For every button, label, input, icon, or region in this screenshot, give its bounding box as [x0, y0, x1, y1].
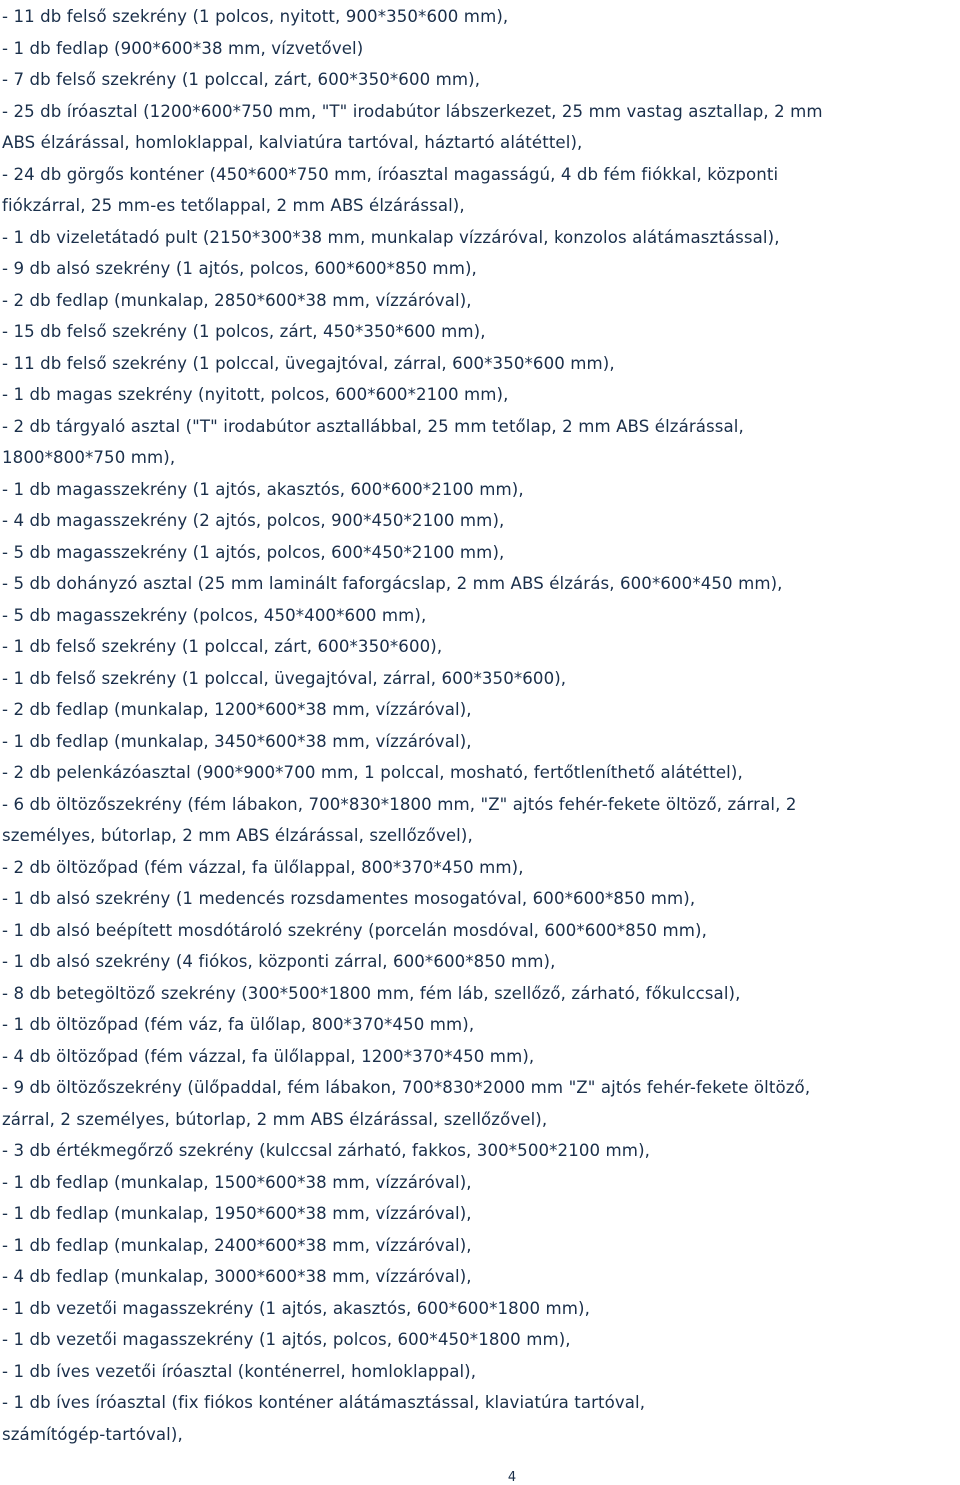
list-line: - 3 db értékmegőrző szekrény (kulccsal zárható, fakkos, 300*500*2100 mm),	[2, 1141, 651, 1160]
list-line: 1800*800*750 mm),	[2, 448, 176, 467]
list-line: - 11 db felső szekrény (1 polcos, nyitott, 900*350*600 mm),	[2, 7, 509, 26]
list-line: - 8 db betegöltöző szekrény (300*500*1800 mm, fém láb, szellőző, zárható, főkulccsal),	[2, 983, 741, 1003]
list-line: - 1 db íves vezetői íróasztal (konténerrel, homloklappal),	[2, 1361, 477, 1381]
list-line: - 2 db pelenkázóasztal (900*900*700 mm, 1 polccal, mosható, fertőtleníthető alátéttel),	[2, 763, 743, 782]
list-line: - 1 db alsó beépített mosdótároló szekrény (porcelán mosdóval, 600*600*850 mm),	[2, 920, 707, 940]
list-line: - 9 db alsó szekrény (1 ajtós, polcos, 600*600*850 mm),	[2, 259, 477, 278]
page-number: 4	[507, 1470, 517, 1485]
list-line: - 24 db görgős konténer (450*600*750 mm, íróasztal magasságú, 4 db fém fiókkal, központi	[2, 164, 779, 184]
list-line: - 5 db magasszekrény (1 ajtós, polcos, 600*450*2100 mm),	[2, 542, 505, 562]
list-line: - 1 db vizeletátadó pult (2150*300*38 mm, munkalap vízzáróval, konzolos alátámasztással),	[2, 227, 780, 247]
list-line: - 1 db öltözőpad (fém váz, fa ülőlap, 800*370*450 mm),	[2, 1015, 475, 1034]
list-line: - 1 db fedlap (munkalap, 3450*600*38 mm, vízzáróval),	[2, 731, 472, 751]
list-line: számítógép-tartóval),	[2, 1424, 183, 1444]
list-line: személyes, bútorlap, 2 mm ABS élzárással, szellőzővel),	[2, 826, 473, 845]
list-line: - 15 db felső szekrény (1 polcos, zárt, 450*350*600 mm),	[2, 322, 486, 341]
list-line: zárral, 2 személyes, bútorlap, 2 mm ABS élzárással, szellőzővel),	[2, 1109, 548, 1129]
list-line: - 4 db fedlap (munkalap, 3000*600*38 mm, vízzáróval),	[2, 1267, 472, 1286]
list-line: fiókzárral, 25 mm-es tetőlappal, 2 mm ABS élzárással),	[2, 196, 465, 215]
list-line: - 4 db magasszekrény (2 ajtós, polcos, 900*450*2100 mm),	[2, 511, 505, 530]
list-line: - 1 db fedlap (900*600*38 mm, vízvetővel)	[2, 38, 364, 58]
list-line: - 4 db öltözőpad (fém vázzal, fa ülőlappal, 1200*370*450 mm),	[2, 1046, 535, 1066]
list-line: - 2 db tárgyaló asztal ("T" irodabútor asztallábbal, 25 mm tetőlap, 2 mm ABS élzárással,	[2, 416, 744, 436]
list-line: - 1 db vezetői magasszekrény (1 ajtós, akasztós, 600*600*1800 mm),	[2, 1298, 590, 1318]
list-line: - 9 db öltözőszekrény (ülőpaddal, fém lábakon, 700*830*2000 mm "Z" ajtós fehér-fekete öltöző,	[2, 1078, 811, 1097]
list-line: - 1 db vezetői magasszekrény (1 ajtós, polcos, 600*450*1800 mm),	[2, 1330, 571, 1349]
list-line: - 6 db öltözőszekrény (fém lábakon, 700*830*1800 mm, "Z" ajtós fehér-fekete öltöző, zárral, 2	[2, 794, 797, 814]
list-line: - 1 db fedlap (munkalap, 1500*600*38 mm, vízzáróval),	[2, 1172, 472, 1192]
list-line: - 2 db öltözőpad (fém vázzal, fa ülőlappal, 800*370*450 mm),	[2, 857, 524, 877]
list-line: - 5 db magasszekrény (polcos, 450*400*600 mm),	[2, 605, 427, 625]
list-line: - 7 db felső szekrény (1 polccal, zárt, 600*350*600 mm),	[2, 70, 481, 89]
list-line: - 1 db magas szekrény (nyitott, polcos, 600*600*2100 mm),	[2, 385, 509, 404]
list-line: - 1 db magasszekrény (1 ajtós, akasztós, 600*600*2100 mm),	[2, 479, 524, 499]
list-line: - 1 db íves íróasztal (fix fiókos konténer alátámasztással, klaviatúra tartóval,	[2, 1393, 646, 1412]
list-line: - 1 db alsó szekrény (1 medencés rozsdamentes mosogatóval, 600*600*850 mm),	[2, 889, 696, 908]
list-line: - 5 db dohányzó asztal (25 mm laminált faforgácslap, 2 mm ABS élzárás, 600*600*450 mm),	[2, 574, 783, 593]
list-line: ABS élzárással, homloklappal, kalviatúra tartóval, háztartó alátéttel),	[2, 133, 583, 152]
list-line: - 2 db fedlap (munkalap, 1200*600*38 mm, vízzáróval),	[2, 700, 472, 719]
list-line: - 2 db fedlap (munkalap, 2850*600*38 mm, vízzáróval),	[2, 290, 472, 310]
list-line: - 1 db fedlap (munkalap, 1950*600*38 mm, vízzáróval),	[2, 1204, 472, 1223]
list-line: - 1 db alsó szekrény (4 fiókos, központi zárral, 600*600*850 mm),	[2, 952, 556, 971]
list-line: - 11 db felső szekrény (1 polccal, üvegajtóval, zárral, 600*350*600 mm),	[2, 353, 615, 373]
furniture-list	[2, 0, 952, 1450]
list-line: - 1 db fedlap (munkalap, 2400*600*38 mm, vízzáróval),	[2, 1235, 472, 1255]
list-line: - 1 db felső szekrény (1 polccal, üvegajtóval, zárral, 600*350*600),	[2, 668, 567, 688]
list-line: - 25 db íróasztal (1200*600*750 mm, "T" irodabútor lábszerkezet, 25 mm vastag asztallap, 2 mm	[2, 101, 823, 121]
list-line: - 1 db felső szekrény (1 polccal, zárt, 600*350*600),	[2, 637, 443, 656]
